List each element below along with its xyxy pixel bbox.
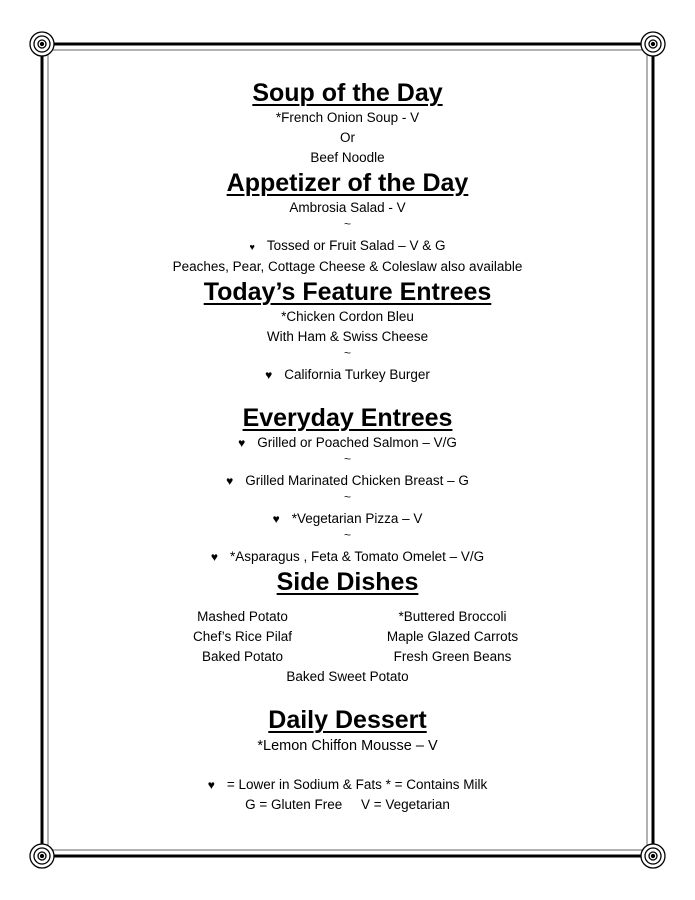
sides-heading: Side Dishes bbox=[276, 568, 419, 596]
side-item: Baked Sweet Potato bbox=[286, 669, 409, 684]
dessert-heading: Daily Dessert bbox=[268, 706, 427, 734]
soup-item: Beef Noodle bbox=[310, 150, 385, 165]
appetizer-item-text: Tossed or Fruit Salad – V & G bbox=[266, 238, 446, 253]
heart-icon: ♥ bbox=[207, 778, 215, 792]
everyday-item-text: Grilled Marinated Chicken Breast – G bbox=[245, 473, 469, 488]
feature-item-text: California Turkey Burger bbox=[284, 367, 430, 382]
everyday-item bbox=[60, 471, 635, 491]
side-item: Baked Potato bbox=[201, 649, 284, 664]
appetizer-item-healthy bbox=[60, 236, 635, 257]
dessert-item: *Lemon Chiffon Mousse – V bbox=[257, 738, 438, 754]
everyday-item bbox=[60, 509, 635, 529]
legend-line: G = Gluten Free V = Vegetarian bbox=[245, 797, 450, 812]
side-item: Maple Glazed Carrots bbox=[386, 629, 519, 644]
everyday-item-text: Grilled or Poached Salmon – V/G bbox=[257, 435, 457, 450]
legend-text: = Lower in Sodium & Fats * = Contains Milk bbox=[226, 777, 488, 792]
legend-line bbox=[60, 775, 635, 795]
appetizer-item: Ambrosia Salad - V bbox=[289, 200, 406, 215]
feature-heading: Today’s Feature Entrees bbox=[203, 278, 492, 306]
corner-ornament-bottom-left bbox=[30, 844, 54, 868]
heart-icon: ♥ bbox=[249, 242, 255, 252]
soup-or: Or bbox=[340, 130, 355, 145]
heart-icon: ♥ bbox=[226, 474, 234, 488]
side-item: Chef’s Rice Pilaf bbox=[192, 629, 293, 644]
appetizer-note: Peaches, Pear, Cottage Cheese & Coleslaw also available bbox=[172, 259, 523, 274]
heart-icon: ♥ bbox=[238, 436, 246, 450]
heart-icon: ♥ bbox=[210, 550, 218, 564]
everyday-item-text: *Vegetarian Pizza – V bbox=[291, 511, 423, 526]
everyday-item bbox=[60, 547, 635, 567]
separator: ~ bbox=[343, 217, 351, 231]
side-item: Fresh Green Beans bbox=[393, 649, 512, 664]
everyday-heading: Everyday Entrees bbox=[242, 404, 453, 432]
side-item: *Buttered Broccoli bbox=[398, 609, 507, 624]
sides-left-column bbox=[138, 607, 348, 667]
soup-item: *French Onion Soup - V bbox=[275, 110, 420, 125]
heart-icon: ♥ bbox=[272, 512, 280, 526]
soup-heading: Soup of the Day bbox=[252, 79, 443, 107]
appetizer-heading: Appetizer of the Day bbox=[226, 169, 469, 197]
corner-ornament-bottom-right bbox=[641, 844, 665, 868]
separator: ~ bbox=[343, 528, 351, 542]
separator: ~ bbox=[343, 346, 351, 360]
sides-columns bbox=[60, 607, 635, 667]
feature-item-healthy bbox=[60, 365, 635, 385]
menu-content bbox=[60, 78, 635, 815]
everyday-item bbox=[60, 433, 635, 453]
feature-item: *Chicken Cordon Bleu bbox=[281, 309, 414, 324]
separator: ~ bbox=[343, 490, 351, 504]
corner-ornament-top-left bbox=[30, 32, 54, 56]
heart-icon: ♥ bbox=[265, 368, 273, 382]
everyday-item-text: *Asparagus , Feta & Tomato Omelet – V/G bbox=[230, 549, 485, 564]
side-item: Mashed Potato bbox=[197, 609, 288, 624]
corner-ornament-top-right bbox=[641, 32, 665, 56]
sides-right-column bbox=[348, 607, 558, 667]
feature-item-detail: With Ham & Swiss Cheese bbox=[266, 329, 429, 344]
separator: ~ bbox=[343, 452, 351, 466]
